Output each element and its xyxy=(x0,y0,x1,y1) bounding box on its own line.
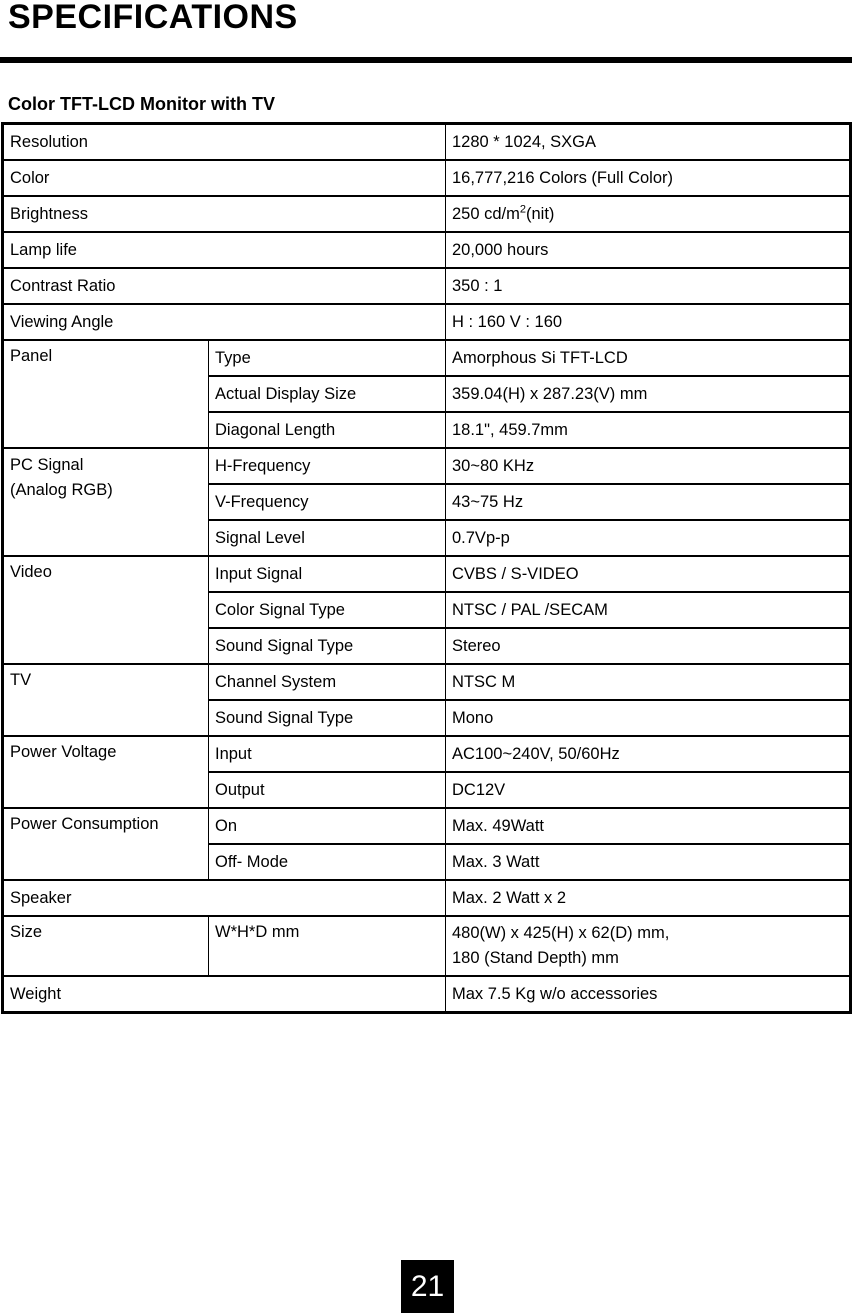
spec-label: Speaker xyxy=(3,880,446,916)
spec-label: Lamp life xyxy=(3,232,446,268)
spec-value: NTSC M xyxy=(446,664,851,700)
brightness-unit: (nit) xyxy=(526,204,555,223)
table-row xyxy=(3,160,851,196)
spec-sublabel: On xyxy=(209,808,446,844)
spec-value: Amorphous Si TFT-LCD xyxy=(446,340,851,376)
spec-value: Max 7.5 Kg w/o accessories xyxy=(446,976,851,1013)
spec-value: AC100~240V, 50/60Hz xyxy=(446,736,851,772)
table-row xyxy=(3,736,851,772)
spec-sublabel: Color Signal Type xyxy=(209,592,446,628)
pc-signal-sublabel: (Analog RGB) xyxy=(10,481,113,499)
table-row xyxy=(3,232,851,268)
spec-value: 0.7Vp-p xyxy=(446,520,851,556)
spec-label: Size xyxy=(3,916,209,976)
spec-value: 43~75 Hz xyxy=(446,484,851,520)
table-row xyxy=(3,448,851,484)
spec-label: Video xyxy=(3,556,209,664)
spec-sublabel: Sound Signal Type xyxy=(209,628,446,664)
spec-label: TV xyxy=(3,664,209,736)
page-number: 21 xyxy=(401,1260,454,1313)
spec-value: 20,000 hours xyxy=(446,232,851,268)
table-row xyxy=(3,556,851,592)
spec-label: Power Voltage xyxy=(3,736,209,808)
table-row xyxy=(3,664,851,700)
spec-sublabel: Output xyxy=(209,772,446,808)
pc-signal-label: PC Signal xyxy=(10,456,84,474)
table-row xyxy=(3,880,851,916)
spec-value: 16,777,216 Colors (Full Color) xyxy=(446,160,851,196)
spec-sublabel: V-Frequency xyxy=(209,484,446,520)
spec-sublabel: W*H*D mm xyxy=(209,916,446,976)
spec-sublabel: Diagonal Length xyxy=(209,412,446,448)
spec-value: 350 : 1 xyxy=(446,268,851,304)
table-row xyxy=(3,304,851,340)
spec-label: Panel xyxy=(3,340,209,448)
title-divider xyxy=(0,57,852,63)
table-row xyxy=(3,196,851,232)
spec-sublabel: Input xyxy=(209,736,446,772)
spec-value: 1280 * 1024, SXGA xyxy=(446,124,851,161)
spec-label: Contrast Ratio xyxy=(3,268,446,304)
spec-value: H : 160 V : 160 xyxy=(446,304,851,340)
spec-value: Stereo xyxy=(446,628,851,664)
spec-sublabel: Sound Signal Type xyxy=(209,700,446,736)
spec-label xyxy=(3,448,209,556)
spec-label: Power Consumption xyxy=(3,808,209,880)
spec-sublabel: Actual Display Size xyxy=(209,376,446,412)
brightness-value: 250 cd/m xyxy=(452,204,520,223)
spec-value: DC12V xyxy=(446,772,851,808)
spec-label: Weight xyxy=(3,976,446,1013)
size-value-line2: 180 (Stand Depth) mm xyxy=(452,949,619,967)
spec-value: Max. 3 Watt xyxy=(446,844,851,880)
spec-value: Mono xyxy=(446,700,851,736)
table-row xyxy=(3,124,851,161)
superscript: 2 xyxy=(519,203,526,215)
spec-sublabel: Signal Level xyxy=(209,520,446,556)
page-title: SPECIFICATIONS xyxy=(8,0,298,36)
specifications-table xyxy=(1,122,852,1014)
spec-value: 18.1", 459.7mm xyxy=(446,412,851,448)
spec-sublabel: Off- Mode xyxy=(209,844,446,880)
table-row xyxy=(3,916,851,976)
table-row xyxy=(3,976,851,1013)
spec-value: Max. 49Watt xyxy=(446,808,851,844)
spec-sublabel: Type xyxy=(209,340,446,376)
table-row xyxy=(3,808,851,844)
spec-value: 359.04(H) x 287.23(V) mm xyxy=(446,376,851,412)
spec-value xyxy=(446,196,851,232)
spec-value: NTSC / PAL /SECAM xyxy=(446,592,851,628)
spec-label: Resolution xyxy=(3,124,446,161)
spec-sublabel: Channel System xyxy=(209,664,446,700)
spec-label: Viewing Angle xyxy=(3,304,446,340)
table-row xyxy=(3,340,851,376)
section-subtitle: Color TFT-LCD Monitor with TV xyxy=(8,94,275,114)
spec-label: Color xyxy=(3,160,446,196)
size-value-line1: 480(W) x 425(H) x 62(D) mm, xyxy=(452,924,670,942)
spec-value: CVBS / S-VIDEO xyxy=(446,556,851,592)
spec-value: Max. 2 Watt x 2 xyxy=(446,880,851,916)
table-row xyxy=(3,268,851,304)
spec-value: 30~80 KHz xyxy=(446,448,851,484)
spec-label: Brightness xyxy=(3,196,446,232)
spec-value xyxy=(446,916,851,976)
spec-sublabel: Input Signal xyxy=(209,556,446,592)
spec-sublabel: H-Frequency xyxy=(209,448,446,484)
